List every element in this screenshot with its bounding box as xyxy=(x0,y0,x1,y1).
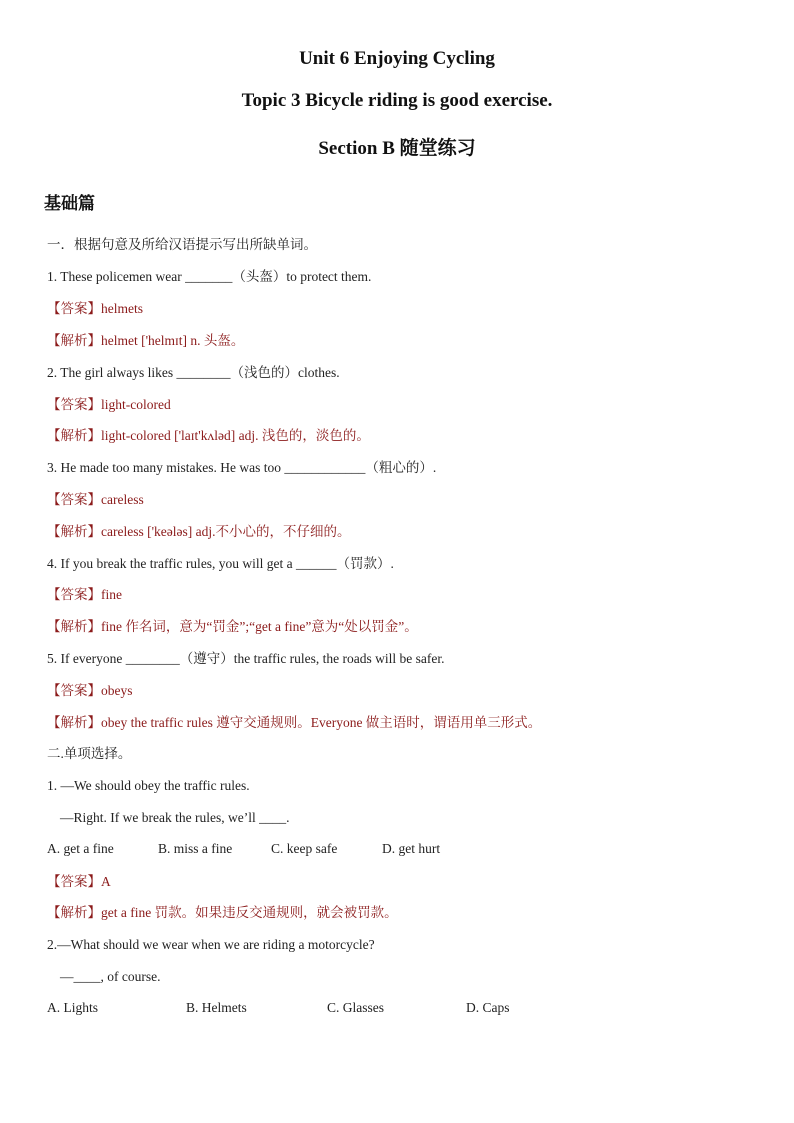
question-5: 5. If everyone ________（遵守）the traffic rules, the roads will be safer. xyxy=(47,651,445,666)
mc1-option-d: D. get hurt xyxy=(382,841,441,856)
answer-1: 【答案】helmets xyxy=(47,301,143,316)
mc1-option-b: B. miss a fine xyxy=(158,841,233,856)
question-2: 2. The girl always likes ________（浅色的）clothes. xyxy=(47,365,340,380)
mc2-option-b: B. Helmets xyxy=(186,1000,247,1015)
analysis-3: 【解析】careless ['keələs] adj.不小心的，不仔细的。 xyxy=(47,524,351,539)
analysis-1: 【解析】helmet ['helmɪt] n. 头盔。 xyxy=(47,333,245,348)
answer-4: 【答案】fine xyxy=(47,587,122,602)
answer-5: 【答案】obeys xyxy=(47,683,133,698)
section-title: Section B 随堂练习 xyxy=(318,138,476,159)
mc2-option-a: A. Lights xyxy=(47,1000,99,1015)
mc-question-2: 2.—What should we wear when we are riding a motorcycle? xyxy=(47,937,375,952)
mc-analysis-1: 【解析】get a fine 罚款。如果违反交通规则，就会被罚款。 xyxy=(47,905,398,920)
mc2-option-c: C. Glasses xyxy=(327,1000,384,1015)
mc2-option-d: D. Caps xyxy=(466,1000,510,1015)
mc1-option-a: A. get a fine xyxy=(47,841,114,856)
topic-title: Topic 3 Bicycle riding is good exercise. xyxy=(241,90,553,111)
basic-heading: 基础篇 xyxy=(44,194,95,213)
question-4: 4. If you break the traffic rules, you will get a ______（罚款）. xyxy=(47,556,394,571)
analysis-4: 【解析】fine 作名词，意为“罚金”;“get a fine”意为“处以罚金”。 xyxy=(47,619,418,634)
mc-question-2-reply: —____, of course. xyxy=(60,969,161,984)
question-3: 3. He made too many mistakes. He was too ____________（粗心的）. xyxy=(47,460,437,475)
mc-question-1-reply: —Right. If we break the rules, we’ll ____. xyxy=(60,810,290,825)
unit-title: Unit 6 Enjoying Cycling xyxy=(299,48,495,69)
mc1-option-c: C. keep safe xyxy=(271,841,338,856)
answer-2: 【答案】light-colored xyxy=(47,397,171,412)
mc-question-1: 1. —We should obey the traffic rules. xyxy=(47,778,250,793)
analysis-2: 【解析】light-colored ['laɪt'kʌləd] adj. 浅色的，淡色的。 xyxy=(47,428,370,443)
analysis-5: 【解析】obey the traffic rules 遵守交通规则。Everyone 做主语时，谓语用单三形式。 xyxy=(47,715,542,730)
part2-instruction: 二.单项选择。 xyxy=(47,746,132,761)
mc-answer-1: 【答案】A xyxy=(47,874,111,889)
answer-3: 【答案】careless xyxy=(47,492,144,507)
part1-instruction: 一．根据句意及所给汉语提示写出所缺单词。 xyxy=(47,237,317,252)
question-1: 1. These policemen wear _______（头盔）to protect them. xyxy=(47,269,372,284)
